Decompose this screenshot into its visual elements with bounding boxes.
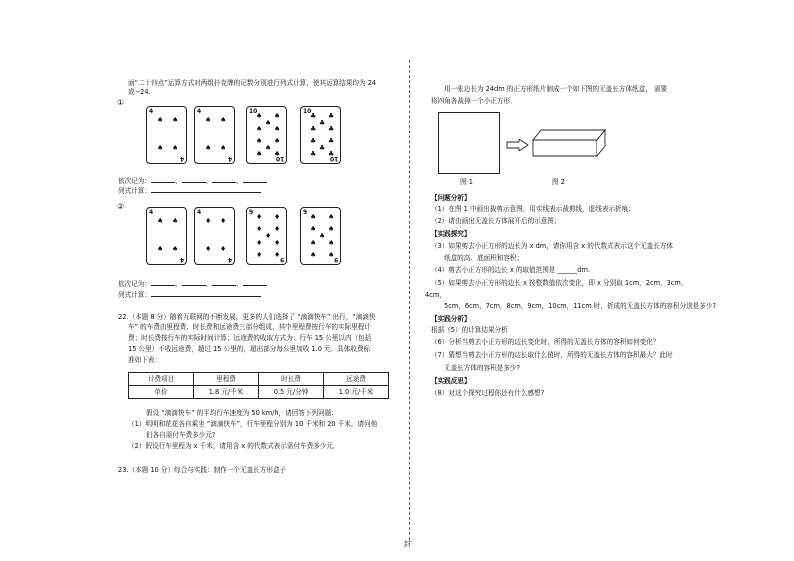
question-item: （5）如果剪去小正方形的边长 x 按整数值依次变化，即 x 分别取 1cm，2cm，3cm， — [431, 279, 688, 287]
card-pip: ♠ — [319, 232, 326, 240]
card-pip: ♠ — [205, 116, 212, 124]
section-heading: 【实践反思】 — [431, 377, 471, 385]
table-header-cell: 计费项目 — [129, 373, 194, 386]
separator: 、 — [236, 177, 243, 185]
record-label: 依次记为： — [118, 177, 151, 185]
question-item: （7）猜想当剪去小正方形的边长取什么值时，所得的无盖长方体的容积最大？此时 — [431, 351, 673, 359]
table-cell: 1.0 元/千米 — [324, 386, 389, 399]
card-pip: ♠ — [274, 137, 281, 145]
right-intro-line-1: 用一张边长为 24dm 的正方形纸片制成一个如下图的无盖长方体纸盒， 需要 — [444, 85, 668, 93]
card-pip: ♠ — [265, 119, 272, 127]
answer-blank[interactable] — [182, 176, 206, 183]
card-pip: ♠ — [157, 217, 164, 225]
card-pip: ♠ — [265, 144, 272, 152]
seal-mark: 封 — [404, 540, 411, 548]
section-heading: 【问题分析】 — [431, 194, 471, 202]
question-22-text: （1）明明和花花各自乘坐 “滴滴快车”，行车里程分别为 10 千米和 20 千米，请问他 — [128, 420, 378, 428]
card-pip: ♠ — [274, 112, 281, 120]
answer-blank[interactable] — [243, 279, 267, 286]
separator: 、 — [236, 280, 243, 288]
question-22-text: 假设 “滴滴快车” 的平均行车速度为 50 km/h，请回答下列问题： — [146, 409, 338, 417]
card-rank: 4 — [179, 155, 184, 162]
card-pip: ♦ — [274, 225, 281, 233]
card-pip: ♠ — [328, 213, 335, 221]
answer-blank[interactable] — [151, 290, 261, 297]
question-item: 根据（5）的计算结果分析 — [431, 326, 508, 334]
card-pip: ♦ — [274, 239, 281, 247]
card-pip: ♠ — [310, 213, 317, 221]
card-pip: ♦ — [205, 217, 212, 225]
question-23-title: 23.（本题 10 分）综合与实践：制作一个无盖长方形盒子 — [118, 466, 287, 474]
playing-card — [300, 207, 341, 265]
playing-card — [246, 106, 287, 164]
figure-2-box — [531, 128, 607, 158]
question-item: （4）剪去小正方形的边长 x 的取值范围是 ______dm. — [431, 266, 590, 274]
card-pip: ♣ — [328, 150, 335, 158]
question-item: 4cm， — [425, 291, 446, 299]
card-rank: 4 — [149, 108, 154, 115]
card-pip: ♣ — [310, 125, 317, 133]
card-rank: 9 — [279, 256, 284, 263]
record-label: 依次记为： — [118, 280, 151, 288]
question-item: （6）分析当剪去小正方形的边长变化时，所得的无盖长方体的容积如何变化？ — [431, 338, 660, 346]
card-rank: 9 — [303, 209, 308, 216]
card-rank: 4 — [179, 256, 184, 263]
card-rank: 10 — [303, 108, 312, 115]
card-pip: ♠ — [328, 225, 335, 233]
playing-card — [194, 207, 235, 265]
table-header-cell: 时长费 — [259, 373, 324, 386]
card-pip: ♠ — [256, 150, 263, 158]
separator: 、 — [205, 280, 213, 288]
card-pip: ♦ — [220, 217, 227, 225]
card-pip: ♠ — [328, 239, 335, 247]
card-pip: ♠ — [310, 239, 317, 247]
answer-blank[interactable] — [151, 176, 175, 183]
card-pip: ♠ — [157, 116, 164, 124]
question-22-line: 准如下表： — [128, 356, 161, 364]
card-pip: ♦ — [205, 245, 212, 253]
card-pip: ♠ — [205, 144, 212, 152]
card-pip: ♠ — [172, 245, 179, 253]
card-rank: 10 — [249, 108, 258, 115]
card-rank: 10 — [329, 155, 338, 162]
card-pip: ♠ — [157, 144, 164, 152]
table-cell: 0.5 元/分钟 — [259, 386, 324, 399]
card-rank: 10 — [275, 155, 284, 162]
card-rank: 4 — [197, 209, 202, 216]
question-item: 纸盒的高、底面积和容积； — [444, 254, 524, 262]
separator: 、 — [174, 280, 182, 288]
question-item: （8）对这个探究过程你还有什么感想? — [431, 389, 545, 397]
card-pip: ♦ — [220, 245, 227, 253]
right-intro-line-2: 将四角各裁掉一个小正方形． — [431, 97, 517, 105]
record-line-2 — [118, 279, 267, 289]
table-row — [129, 386, 389, 399]
question-item: （3）如果剪去小正方形的边长为 x dm，请你用含 x 的代数式表示这个无盖长方体 — [431, 242, 673, 250]
playing-card — [146, 207, 187, 265]
card-rank: 4 — [149, 209, 154, 216]
card-rank: 9 — [249, 209, 254, 216]
card-pip: ♦ — [265, 232, 272, 240]
playing-card — [146, 106, 187, 164]
card-pip: ♠ — [328, 251, 335, 259]
card-pip: ♦ — [274, 213, 281, 221]
question-item: 无盖长方体的容积是多少? — [444, 364, 521, 372]
card-pip: ♠ — [220, 144, 227, 152]
formula-line-2 — [118, 290, 261, 300]
question-22-text: 们各自需付车费多少元? — [146, 431, 216, 439]
table-header-cell: 远途费 — [324, 373, 389, 386]
question-22-text: （2）假设行车里程为 x 千米，请用含 x 的代数式表示需付车费多少元． — [128, 442, 340, 450]
card-pip: ♣ — [310, 112, 317, 120]
card-pip: ♣ — [328, 112, 335, 120]
answer-blank[interactable] — [212, 279, 236, 286]
card-pip: ♠ — [256, 137, 263, 145]
question-22-line: 车” 的车费由里程费、时长费和远途费三部分组成，其中里程费按行车的实际里程计 — [128, 323, 371, 331]
section-heading: 【实践分析】 — [431, 315, 471, 323]
card-pip: ♦ — [274, 251, 281, 259]
question-2-label: ② — [117, 202, 125, 211]
table-cell: 单价 — [129, 386, 194, 399]
column-divider — [409, 60, 410, 540]
card-pip: ♣ — [328, 137, 335, 145]
section-heading: 【实践探究】 — [431, 230, 471, 238]
question-22-line: 15 公里）不收远途费，超过 15 公里的，超出部分每公里加收 1.0 元．具体收费标 — [128, 345, 371, 353]
table-cell: 1.8 元/千米 — [194, 386, 259, 399]
playing-card — [300, 106, 341, 164]
playing-card — [246, 207, 287, 265]
card-pip: ♠ — [172, 116, 179, 124]
card-rank: 4 — [227, 155, 232, 162]
card-pip: ♠ — [256, 125, 263, 133]
figure-1-caption: 图 1 — [460, 178, 473, 186]
question-item: （2）请由画出无盖长方体展开后的示意图； — [431, 217, 561, 225]
question-item: 5cm，6cm，7cm，8cm，9cm，10cm，11cm 时，折成的无盖长方体的容积分别是多少? — [444, 302, 716, 310]
card-pip: ♠ — [310, 225, 317, 233]
card-pip: ♣ — [319, 119, 326, 127]
figure-2-caption: 图 2 — [552, 178, 565, 186]
answer-blank[interactable] — [212, 176, 236, 183]
card-pip: ♦ — [256, 213, 263, 221]
formula-line-1 — [118, 186, 261, 196]
playing-card — [194, 106, 235, 164]
arrow-right-icon — [506, 139, 530, 151]
card-pip: ♣ — [310, 137, 317, 145]
card-pip: ♠ — [274, 150, 281, 158]
card-pip: ♠ — [172, 217, 179, 225]
card-pip: ♣ — [319, 144, 326, 152]
card-pip: ♠ — [220, 116, 227, 124]
answer-blank[interactable] — [243, 176, 267, 183]
card-pip: ♠ — [172, 144, 179, 152]
answer-blank[interactable] — [182, 279, 206, 286]
card-pip: ♣ — [328, 125, 335, 133]
figure-1-square — [438, 112, 500, 174]
table-header-cell: 里程费 — [194, 373, 259, 386]
card-pip: ♦ — [256, 251, 263, 259]
answer-blank[interactable] — [151, 279, 175, 286]
question-item: （1）在图 1 中画出裁剪示意图，用实线表示裁剪线，虚线表示折痕； — [431, 205, 635, 213]
card-rank: 9 — [333, 256, 338, 263]
card-pip: ♣ — [310, 150, 317, 158]
table-header-row — [129, 373, 389, 386]
formula-label: 列式计算： — [118, 187, 151, 195]
card-pip: ♦ — [256, 239, 263, 247]
card-pip: ♠ — [256, 112, 263, 120]
separator: 、 — [174, 177, 182, 185]
card-pip: ♠ — [310, 251, 317, 259]
answer-blank[interactable] — [151, 186, 261, 193]
record-line-1 — [118, 176, 267, 186]
question-1-label: ① — [117, 98, 125, 107]
formula-label: 列式计算： — [118, 291, 151, 299]
card-rank: 4 — [197, 108, 202, 115]
card-rank: 4 — [227, 256, 232, 263]
fee-table — [128, 372, 389, 399]
question-22-line: 22.（本题 8 分）随着互联网的不断发展，更多的人们选择了 “滴滴快车” 出行，“滴滴快 — [118, 313, 376, 321]
intro-line-1: 面“二十四点”运算方式对两组扑克牌的记数分别进行列式计算，使其运算结果均为 24 — [128, 79, 377, 87]
card-pip: ♠ — [157, 245, 164, 253]
intro-line-2: 或−24. — [128, 88, 151, 96]
card-pip: ♦ — [256, 225, 263, 233]
question-22-line: 费；时长费按行车的实际时间计算；远途费的收取方式为：行车 15 公里以内（包括 — [128, 334, 372, 342]
card-pip: ♠ — [274, 125, 281, 133]
separator: 、 — [205, 177, 213, 185]
